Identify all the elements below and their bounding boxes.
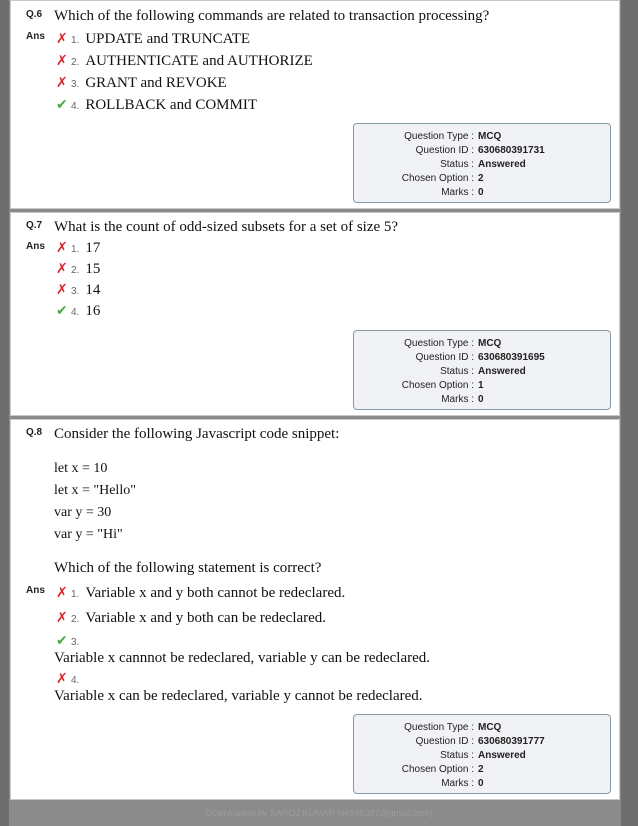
question-info-box [353,714,611,794]
option-4: ✔ 4. 16 [56,303,101,319]
question-number: Q.7 [26,220,43,231]
info-type-label: Question Type : [404,131,474,142]
info-marks-label: Marks : [441,778,474,789]
option-1: ✗ 1. Variable x and y both cannot be redeclared. [56,585,346,601]
info-status: Answered [478,366,526,377]
code-line: let x = "Hello" [54,483,136,498]
option-3: ✗ 3. 14 [56,282,101,298]
info-marks-label: Marks : [441,187,474,198]
option-2: ✗ 2. AUTHENTICATE and AUTHORIZE [56,53,313,69]
info-id-label: Question ID : [415,352,474,363]
check-icon: ✔ [56,303,68,319]
info-id: 630680391731 [478,145,545,156]
ans-label: Ans [26,241,45,252]
option-4: ✔ 4. ROLLBACK and COMMIT [56,97,258,113]
option-4: ✗ 4. Variable x can be redeclared, variable y cannot be redeclared. [54,671,423,704]
info-status: Answered [478,159,526,170]
option-text: 15 [85,261,101,277]
check-icon: ✔ [56,97,68,113]
info-type: MCQ [478,131,502,142]
info-id: 630680391695 [478,352,545,363]
info-marks: 0 [478,394,484,405]
option-text: Variable x can be redeclared, variable y cannot be redeclared. [54,688,423,704]
cross-icon: ✗ [56,282,68,298]
cross-icon: ✗ [56,585,68,601]
option-text: Variable x and y both can be redeclared. [85,610,327,626]
info-chosen: 2 [478,173,484,184]
download-footer: Downloaded by SAROJ KUMAR (sk596387@gmail.com) [205,808,433,818]
cross-icon: ✗ [56,240,68,256]
info-chosen-label: Chosen Option : [401,764,474,775]
option-text: GRANT and REVOKE [85,75,227,91]
question-number: Q.6 [26,9,43,20]
option-text: AUTHENTICATE and AUTHORIZE [85,53,313,69]
ans-label: Ans [26,585,45,596]
question-card-q8 [10,419,620,800]
question-prompt: Which of the following statement is correct? [54,560,322,576]
info-status-label: Status : [440,750,474,761]
info-status: Answered [478,750,526,761]
option-1: ✗ 1. UPDATE and TRUNCATE [56,31,251,47]
cross-icon: ✗ [56,671,68,687]
option-text: ROLLBACK and COMMIT [85,97,258,113]
info-chosen-label: Chosen Option : [401,380,474,391]
info-marks-label: Marks : [441,394,474,405]
info-chosen: 1 [478,380,484,391]
option-text: 14 [85,282,101,298]
cross-icon: ✗ [56,31,68,47]
info-chosen-label: Chosen Option : [401,173,474,184]
info-status-label: Status : [440,366,474,377]
question-card-q7 [10,212,620,416]
option-text: UPDATE and TRUNCATE [85,31,251,47]
info-type-label: Question Type : [404,338,474,349]
code-line: var y = "Hi" [54,527,123,542]
question-number: Q.8 [26,427,43,438]
question-card-q6 [10,0,620,209]
info-id-label: Question ID : [415,736,474,747]
info-id-label: Question ID : [415,145,474,156]
question-text: What is the count of odd-sized subsets for a set of size 5? [54,219,399,235]
question-text: Which of the following commands are related to transaction processing? [54,8,490,24]
cross-icon: ✗ [56,261,68,277]
info-marks: 0 [478,778,484,789]
cross-icon: ✗ [56,75,68,91]
info-type-label: Question Type : [404,722,474,733]
info-type: MCQ [478,722,502,733]
info-id: 630680391777 [478,736,545,747]
code-line: let x = 10 [54,461,108,476]
code-line: var y = 30 [54,505,112,520]
cross-icon: ✗ [56,610,68,626]
info-status-label: Status : [440,159,474,170]
option-2: ✗ 2. Variable x and y both can be redeclared. [56,610,327,626]
question-info-box [353,123,611,203]
option-3: ✔ 3. Variable x cannnot be redeclared, variable y can be redeclared. [54,633,431,666]
info-type: MCQ [478,338,502,349]
question-info-box [353,330,611,410]
info-marks: 0 [478,187,484,198]
option-text: Variable x cannnot be redeclared, variable y can be redeclared. [54,650,431,666]
option-text: 17 [85,240,101,256]
question-text: Consider the following Javascript code snippet: [54,426,340,442]
info-chosen: 2 [478,764,484,775]
option-3: ✗ 3. GRANT and REVOKE [56,75,227,91]
cross-icon: ✗ [56,53,68,69]
check-icon: ✔ [56,633,68,649]
option-2: ✗ 2. 15 [56,261,101,277]
option-text: Variable x and y both cannot be redeclared. [85,585,346,601]
option-1: ✗ 1. 17 [56,240,101,256]
ans-label: Ans [26,31,45,42]
option-text: 16 [85,303,101,319]
